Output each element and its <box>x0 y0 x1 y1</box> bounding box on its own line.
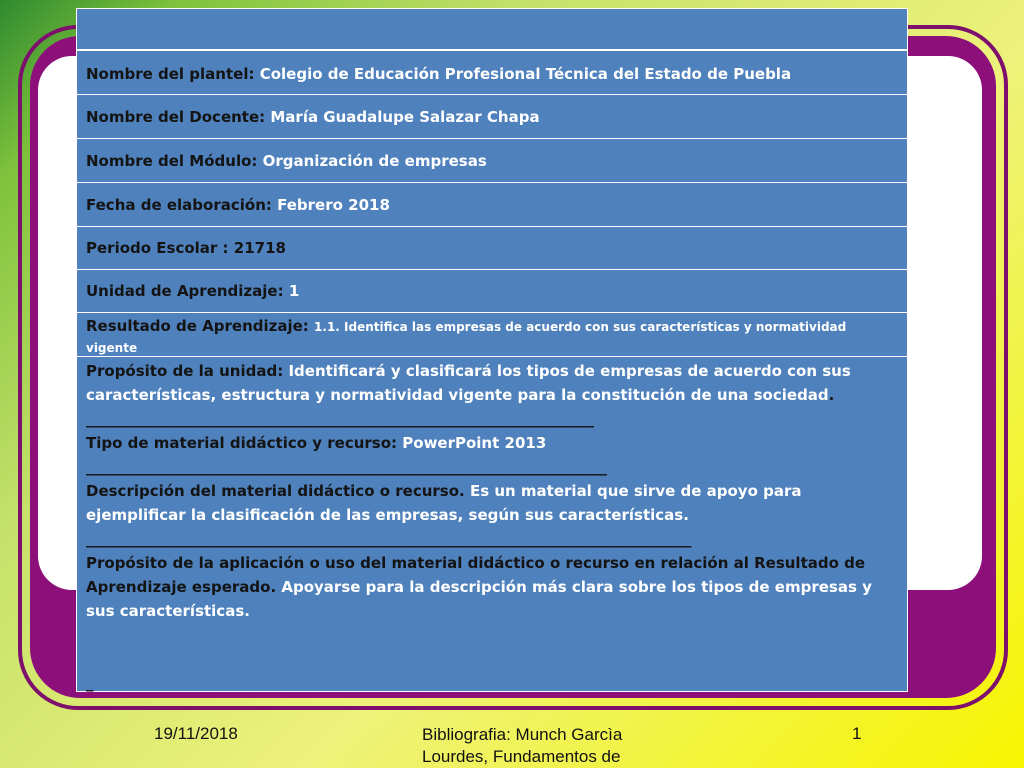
row-proposito <box>77 357 907 691</box>
proposito-end: . <box>828 386 835 404</box>
aplicacion-value: Apoyarse para la descripción más clara sobre los tipos de empresas y sus características. <box>86 578 872 620</box>
plantel-value: Colegio de Educación Profesional Técnica del Estado de Puebla <box>259 64 792 83</box>
tipo-value: PowerPoint 2013 <box>402 434 547 452</box>
plantel-label: Nombre del plantel: <box>86 64 255 83</box>
fecha-label: Fecha de elaboración: <box>86 195 272 214</box>
tipo-label: Tipo de material didáctico y recurso: <box>86 434 398 452</box>
separator-line-3: _____________________________________________________________________________________________ <box>86 530 691 548</box>
modulo-value: Organización de empresas <box>262 152 487 170</box>
unidad-label: Unidad de Aprendizaje: <box>86 282 284 300</box>
row-fecha <box>77 183 907 227</box>
row-periodo <box>77 227 907 270</box>
table-header-row <box>77 9 907 51</box>
descripcion-value: Es un material que sirve de apoyo para ejemplificar la clasificación de las empresas, según sus características. <box>86 482 802 524</box>
row-resultado <box>77 313 907 357</box>
row-unidad <box>77 270 907 313</box>
row-modulo <box>77 140 907 183</box>
info-table <box>76 8 908 692</box>
periodo-label: Periodo Escolar : 21718 <box>86 239 286 257</box>
footer-bibliography: Bibliografia: Munch Garcìa Lourdes, Fundamentos de <box>422 725 623 766</box>
footer-date: 19/11/2018 <box>154 724 238 743</box>
resultado-value: 1.1. Identifica las empresas de acuerdo con sus características y normatividad vigente <box>86 320 847 355</box>
footer-page-number: 1 <box>852 724 862 743</box>
unidad-value: 1 <box>288 282 300 300</box>
modulo-label: Nombre del Módulo: <box>86 152 258 170</box>
proposito-label: Propósito de la unidad: <box>86 362 284 380</box>
proposito-value: Identificará y clasificará los tipos de empresas de acuerdo con sus características, estructura y normatividad vigente para la constitución de una sociedad <box>86 362 851 404</box>
trailing-mark: _ <box>86 674 94 692</box>
aplicacion-label: Propósito de la aplicación o uso del material didáctico o recurso en relación al Resultado de Aprendizaje esperado. <box>86 554 866 596</box>
docente-value: María Guadalupe Salazar Chapa <box>270 108 540 126</box>
fecha-value: Febrero 2018 <box>277 195 390 214</box>
separator-line-2: ________________________________________________________________________________ <box>86 458 606 476</box>
row-plantel <box>77 53 907 95</box>
resultado-label: Resultado de Aprendizaje: <box>86 317 309 335</box>
row-docente <box>77 96 907 139</box>
separator-line-1: ______________________________________________________________________________ <box>86 410 593 428</box>
docente-label: Nombre del Docente: <box>86 108 266 126</box>
descripcion-label: Descripción del material didáctico o recurso. <box>86 482 465 500</box>
